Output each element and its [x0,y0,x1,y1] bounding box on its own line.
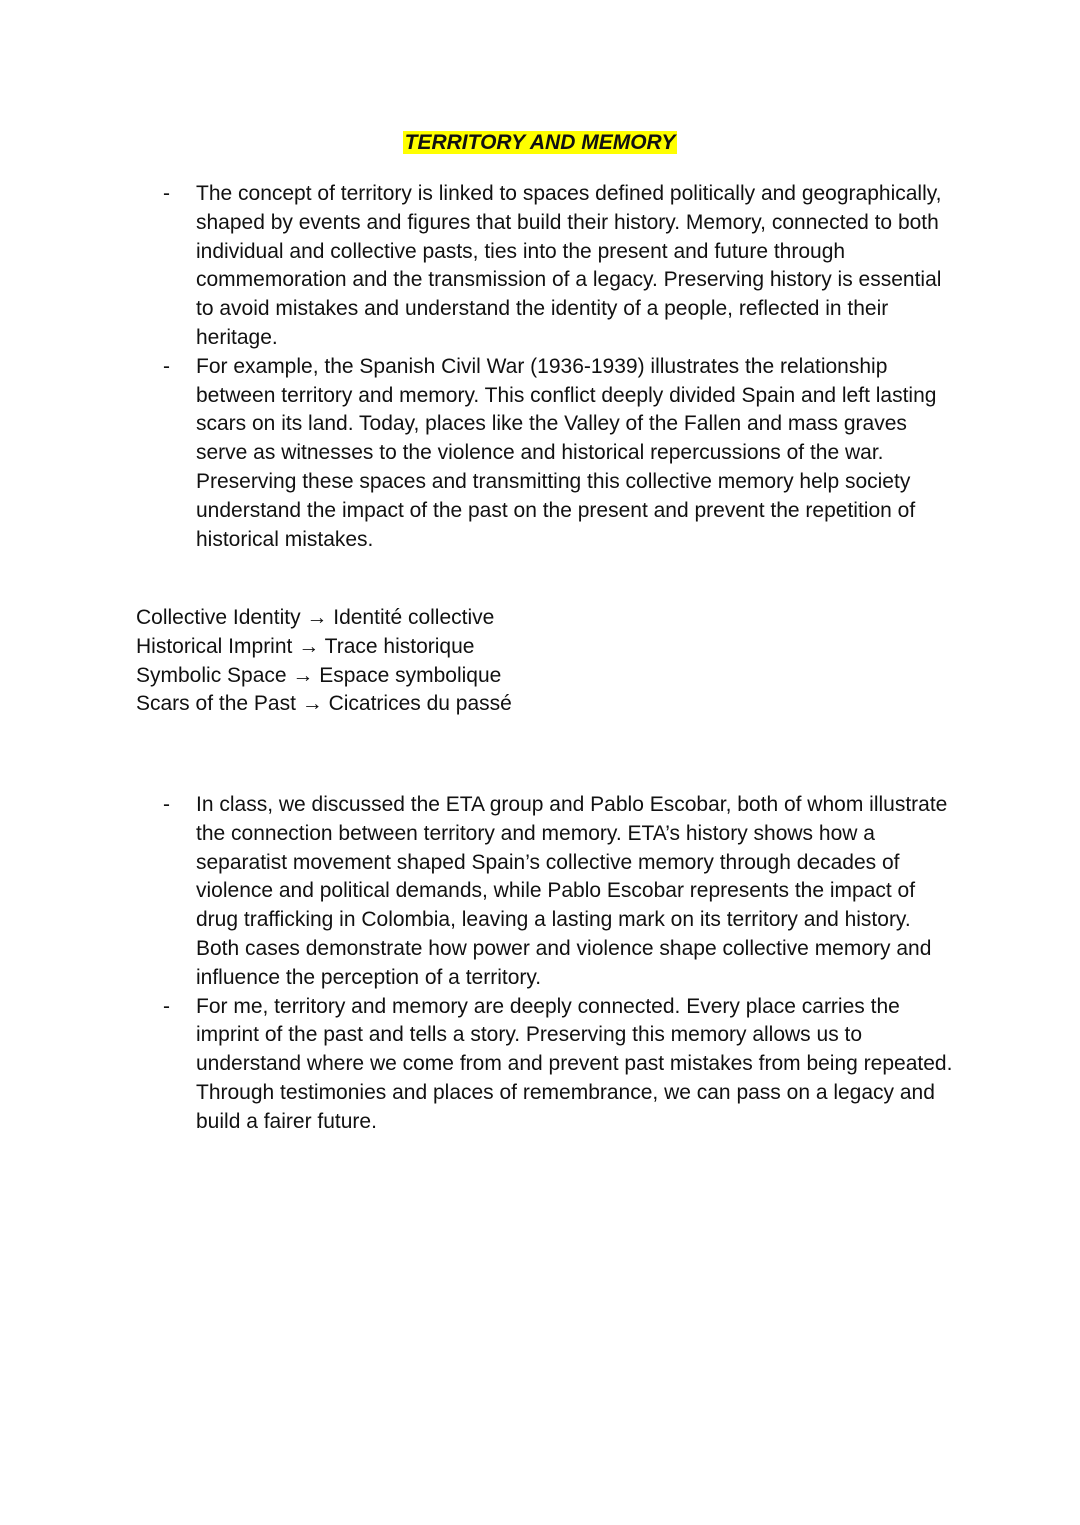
glossary-entry: Symbolic Space → Espace symbolique [136,663,502,687]
glossary [136,604,512,719]
paragraph: The concept of territory is linked to spaces defined politically and geographically, shaped by events and figures that build their history. Memory, connected to both individual and collective pasts, ties into the present and future through commemoration and the transmission of a legacy. Preserving history is essential to avoid mistakes and understand the identity of a people, reflected in their heritage. [196,182,942,349]
list-item [0,791,956,993]
paragraph: For me, territory and memory are deeply connected. Every place carries the imprint of the past and tells a story. Preserving this memory allows us to understand where we come from and prevent past mistakes from being repeated. Through testimonies and places of remembrance, we can pass on a legacy and build a fairer future. [196,994,953,1133]
glossary-entry: Collective Identity → Identité collective [136,606,495,629]
section-1-list [0,180,1080,554]
glossary-entry: Historical Imprint → Trace historique [136,634,475,658]
list-item [0,180,956,353]
document-title [0,130,1080,156]
paragraph: For example, the Spanish Civil War (1936-1939) illustrates the relationship between territory and memory. This conflict deeply divided Spain and left lasting scars on its land. Today, places like the Valley of the Fallen and mass graves serve as witnesses to the violence and historical repercussions of the war. Preserving these spaces and transmitting this collective memory help society understand the impact of the past on the present and prevent the repetition of historical mistakes. [196,354,937,551]
title-highlight: TERRITORY AND MEMORY [404,131,676,154]
bullet-dash: - [163,793,170,816]
bullet-dash: - [163,994,170,1018]
glossary-entry: Scars of the Past → Cicatrices du passé [136,692,512,716]
bullet-dash: - [163,354,170,378]
bullet-dash: - [163,182,170,205]
list-item [0,993,956,1137]
paragraph: In class, we discussed the ETA group and Pablo Escobar, both of whom illustrate the connection between territory and memory. ETA’s history shows how a separatist movement shaped Spain’s collective memory through decades of violence and political demands, while Pablo Escobar represents the impact of drug trafficking in Colombia, leaving a lasting mark on its territory and history. Both cases demonstrate how power and violence shape collective memory and influence the perception of a territory. [196,793,948,989]
list-item [0,353,956,555]
section-2-list [0,791,1080,1137]
